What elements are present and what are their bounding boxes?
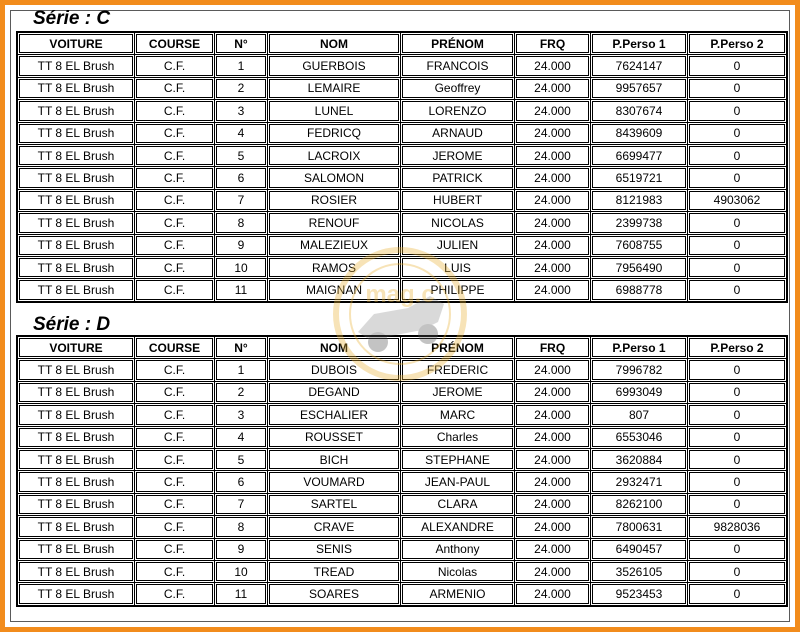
cell-prenom: JEROME bbox=[401, 145, 515, 167]
cell-pperso2: 0 bbox=[688, 539, 786, 561]
header-frq: FRQ bbox=[515, 337, 591, 359]
cell-prenom: FREDERIC bbox=[401, 359, 515, 381]
cell-frq: 24.000 bbox=[515, 449, 591, 471]
cell-numero: 4 bbox=[215, 427, 268, 449]
cell-numero: 9 bbox=[215, 235, 268, 257]
cell-prenom: PATRICK bbox=[401, 167, 515, 189]
cell-prenom: LUIS bbox=[401, 257, 515, 279]
cell-pperso1: 7800631 bbox=[591, 516, 688, 538]
cell-course: C.F. bbox=[135, 235, 215, 257]
cell-course: C.F. bbox=[135, 449, 215, 471]
table-row bbox=[18, 539, 786, 561]
header-prenom: PRÉNOM bbox=[401, 33, 515, 55]
cell-nom: MAIGNAN bbox=[268, 279, 401, 300]
header-numero: N° bbox=[215, 337, 268, 359]
cell-course: C.F. bbox=[135, 167, 215, 189]
cell-nom: ESCHALIER bbox=[268, 404, 401, 426]
cell-voiture: TT 8 EL Brush bbox=[18, 145, 135, 167]
cell-frq: 24.000 bbox=[515, 123, 591, 145]
cell-course: C.F. bbox=[135, 279, 215, 300]
cell-nom: FEDRICQ bbox=[268, 123, 401, 145]
cell-course: C.F. bbox=[135, 78, 215, 100]
table-row bbox=[18, 404, 786, 426]
cell-frq: 24.000 bbox=[515, 561, 591, 583]
cell-pperso1: 7956490 bbox=[591, 257, 688, 279]
cell-pperso1: 8439609 bbox=[591, 123, 688, 145]
cell-nom: VOUMARD bbox=[268, 471, 401, 493]
cell-nom: SENIS bbox=[268, 539, 401, 561]
cell-prenom: MARC bbox=[401, 404, 515, 426]
table-row bbox=[18, 78, 786, 100]
cell-nom: BICH bbox=[268, 449, 401, 471]
cell-pperso1: 6699477 bbox=[591, 145, 688, 167]
cell-frq: 24.000 bbox=[515, 471, 591, 493]
cell-pperso2: 0 bbox=[688, 449, 786, 471]
cell-voiture: TT 8 EL Brush bbox=[18, 100, 135, 122]
cell-prenom: HUBERT bbox=[401, 190, 515, 212]
cell-pperso2: 0 bbox=[688, 55, 786, 77]
cell-voiture: TT 8 EL Brush bbox=[18, 404, 135, 426]
cell-nom: CRAVE bbox=[268, 516, 401, 538]
cell-voiture: TT 8 EL Brush bbox=[18, 78, 135, 100]
header-pperso1: P.Perso 1 bbox=[591, 337, 688, 359]
cell-pperso1: 2932471 bbox=[591, 471, 688, 493]
cell-prenom: Nicolas bbox=[401, 561, 515, 583]
cell-pperso2: 0 bbox=[688, 359, 786, 381]
cell-voiture: TT 8 EL Brush bbox=[18, 257, 135, 279]
header-prenom: PRÉNOM bbox=[401, 337, 515, 359]
cell-pperso2: 0 bbox=[688, 561, 786, 583]
table-row bbox=[18, 279, 786, 300]
cell-pperso2: 0 bbox=[688, 471, 786, 493]
cell-course: C.F. bbox=[135, 190, 215, 212]
table-row bbox=[18, 55, 786, 77]
cell-prenom: ALEXANDRE bbox=[401, 516, 515, 538]
cell-pperso1: 7996782 bbox=[591, 359, 688, 381]
table-row bbox=[18, 382, 786, 404]
cell-nom: RAMOS bbox=[268, 257, 401, 279]
cell-prenom: FRANCOIS bbox=[401, 55, 515, 77]
cell-pperso2: 0 bbox=[688, 167, 786, 189]
cell-voiture: TT 8 EL Brush bbox=[18, 123, 135, 145]
cell-frq: 24.000 bbox=[515, 78, 591, 100]
cell-nom: TREAD bbox=[268, 561, 401, 583]
table-row bbox=[18, 494, 786, 516]
cell-voiture: TT 8 EL Brush bbox=[18, 471, 135, 493]
cell-numero: 11 bbox=[215, 279, 268, 300]
cell-course: C.F. bbox=[135, 404, 215, 426]
cell-pperso2: 0 bbox=[688, 123, 786, 145]
cell-prenom: LORENZO bbox=[401, 100, 515, 122]
cell-pperso1: 9523453 bbox=[591, 583, 688, 604]
cell-voiture: TT 8 EL Brush bbox=[18, 516, 135, 538]
cell-pperso1: 3620884 bbox=[591, 449, 688, 471]
cell-course: C.F. bbox=[135, 427, 215, 449]
table-row bbox=[18, 257, 786, 279]
cell-numero: 10 bbox=[215, 561, 268, 583]
cell-frq: 24.000 bbox=[515, 427, 591, 449]
cell-frq: 24.000 bbox=[515, 145, 591, 167]
cell-pperso2: 0 bbox=[688, 78, 786, 100]
series-d-table bbox=[16, 335, 788, 607]
cell-nom: SARTEL bbox=[268, 494, 401, 516]
cell-pperso2: 0 bbox=[688, 404, 786, 426]
cell-pperso1: 6553046 bbox=[591, 427, 688, 449]
cell-prenom: JEAN-PAUL bbox=[401, 471, 515, 493]
cell-course: C.F. bbox=[135, 212, 215, 234]
cell-prenom: Geoffrey bbox=[401, 78, 515, 100]
cell-numero: 8 bbox=[215, 516, 268, 538]
cell-course: C.F. bbox=[135, 583, 215, 604]
cell-numero: 9 bbox=[215, 539, 268, 561]
cell-course: C.F. bbox=[135, 359, 215, 381]
cell-frq: 24.000 bbox=[515, 516, 591, 538]
cell-numero: 1 bbox=[215, 359, 268, 381]
cell-pperso2: 0 bbox=[688, 583, 786, 604]
cell-prenom: CLARA bbox=[401, 494, 515, 516]
cell-pperso2: 0 bbox=[688, 212, 786, 234]
cell-numero: 2 bbox=[215, 382, 268, 404]
cell-numero: 10 bbox=[215, 257, 268, 279]
cell-frq: 24.000 bbox=[515, 382, 591, 404]
cell-course: C.F. bbox=[135, 55, 215, 77]
cell-numero: 6 bbox=[215, 471, 268, 493]
cell-frq: 24.000 bbox=[515, 539, 591, 561]
cell-frq: 24.000 bbox=[515, 404, 591, 426]
cell-voiture: TT 8 EL Brush bbox=[18, 539, 135, 561]
table-row bbox=[18, 145, 786, 167]
cell-pperso2: 0 bbox=[688, 382, 786, 404]
cell-nom: RENOUF bbox=[268, 212, 401, 234]
header-voiture: VOITURE bbox=[18, 33, 135, 55]
cell-numero: 4 bbox=[215, 123, 268, 145]
cell-voiture: TT 8 EL Brush bbox=[18, 235, 135, 257]
cell-course: C.F. bbox=[135, 123, 215, 145]
header-row bbox=[18, 337, 786, 359]
cell-pperso2: 0 bbox=[688, 235, 786, 257]
cell-pperso2: 4903062 bbox=[688, 190, 786, 212]
cell-frq: 24.000 bbox=[515, 359, 591, 381]
table-row bbox=[18, 100, 786, 122]
cell-course: C.F. bbox=[135, 257, 215, 279]
cell-pperso1: 9957657 bbox=[591, 78, 688, 100]
cell-voiture: TT 8 EL Brush bbox=[18, 583, 135, 604]
cell-pperso1: 6490457 bbox=[591, 539, 688, 561]
cell-course: C.F. bbox=[135, 145, 215, 167]
cell-voiture: TT 8 EL Brush bbox=[18, 382, 135, 404]
header-voiture: VOITURE bbox=[18, 337, 135, 359]
table-row bbox=[18, 449, 786, 471]
cell-nom: LEMAIRE bbox=[268, 78, 401, 100]
cell-nom: DEGAND bbox=[268, 382, 401, 404]
cell-course: C.F. bbox=[135, 539, 215, 561]
cell-voiture: TT 8 EL Brush bbox=[18, 359, 135, 381]
cell-pperso1: 7608755 bbox=[591, 235, 688, 257]
cell-numero: 6 bbox=[215, 167, 268, 189]
cell-numero: 7 bbox=[215, 494, 268, 516]
cell-prenom: Charles bbox=[401, 427, 515, 449]
table-row bbox=[18, 167, 786, 189]
cell-voiture: TT 8 EL Brush bbox=[18, 561, 135, 583]
cell-voiture: TT 8 EL Brush bbox=[18, 449, 135, 471]
cell-prenom: Anthony bbox=[401, 539, 515, 561]
header-pperso2: P.Perso 2 bbox=[688, 337, 786, 359]
cell-nom: ROSIER bbox=[268, 190, 401, 212]
cell-prenom: JULIEN bbox=[401, 235, 515, 257]
cell-pperso2: 9828036 bbox=[688, 516, 786, 538]
watermark-text: mag.c bbox=[365, 281, 435, 308]
table-row bbox=[18, 123, 786, 145]
table-row bbox=[18, 212, 786, 234]
cell-frq: 24.000 bbox=[515, 190, 591, 212]
cell-numero: 5 bbox=[215, 449, 268, 471]
table-row bbox=[18, 516, 786, 538]
cell-pperso1: 8307674 bbox=[591, 100, 688, 122]
cell-pperso1: 3526105 bbox=[591, 561, 688, 583]
table-row bbox=[18, 471, 786, 493]
cell-frq: 24.000 bbox=[515, 494, 591, 516]
cell-pperso1: 7624147 bbox=[591, 55, 688, 77]
cell-numero: 2 bbox=[215, 78, 268, 100]
cell-frq: 24.000 bbox=[515, 55, 591, 77]
cell-voiture: TT 8 EL Brush bbox=[18, 190, 135, 212]
cell-voiture: TT 8 EL Brush bbox=[18, 279, 135, 300]
table-row bbox=[18, 427, 786, 449]
cell-course: C.F. bbox=[135, 561, 215, 583]
cell-frq: 24.000 bbox=[515, 167, 591, 189]
header-row bbox=[18, 33, 786, 55]
header-course: COURSE bbox=[135, 33, 215, 55]
cell-numero: 1 bbox=[215, 55, 268, 77]
cell-pperso2: 0 bbox=[688, 279, 786, 300]
cell-voiture: TT 8 EL Brush bbox=[18, 427, 135, 449]
cell-pperso2: 0 bbox=[688, 494, 786, 516]
cell-pperso1: 8262100 bbox=[591, 494, 688, 516]
cell-nom: ROUSSET bbox=[268, 427, 401, 449]
series-d-title: Série : D bbox=[33, 314, 111, 335]
cell-nom: LACROIX bbox=[268, 145, 401, 167]
cell-voiture: TT 8 EL Brush bbox=[18, 494, 135, 516]
cell-prenom: PHILIPPE bbox=[401, 279, 515, 300]
cell-nom: DUBOIS bbox=[268, 359, 401, 381]
cell-voiture: TT 8 EL Brush bbox=[18, 212, 135, 234]
table-row bbox=[18, 235, 786, 257]
cell-nom: GUERBOIS bbox=[268, 55, 401, 77]
cell-nom: SOARES bbox=[268, 583, 401, 604]
cell-prenom: ARNAUD bbox=[401, 123, 515, 145]
cell-course: C.F. bbox=[135, 100, 215, 122]
cell-pperso1: 6993049 bbox=[591, 382, 688, 404]
header-pperso2: P.Perso 2 bbox=[688, 33, 786, 55]
cell-nom: SALOMON bbox=[268, 167, 401, 189]
table-row bbox=[18, 583, 786, 604]
cell-pperso1: 6988778 bbox=[591, 279, 688, 300]
table-row bbox=[18, 190, 786, 212]
cell-prenom: STEPHANE bbox=[401, 449, 515, 471]
cell-numero: 3 bbox=[215, 100, 268, 122]
cell-pperso2: 0 bbox=[688, 145, 786, 167]
header-nom: NOM bbox=[268, 33, 401, 55]
table-row bbox=[18, 359, 786, 381]
cell-frq: 24.000 bbox=[515, 279, 591, 300]
header-pperso1: P.Perso 1 bbox=[591, 33, 688, 55]
cell-voiture: TT 8 EL Brush bbox=[18, 167, 135, 189]
cell-numero: 5 bbox=[215, 145, 268, 167]
series-c-title: Série : C bbox=[33, 8, 111, 29]
cell-voiture: TT 8 EL Brush bbox=[18, 55, 135, 77]
cell-pperso1: 2399738 bbox=[591, 212, 688, 234]
cell-pperso2: 0 bbox=[688, 427, 786, 449]
cell-course: C.F. bbox=[135, 382, 215, 404]
cell-pperso2: 0 bbox=[688, 257, 786, 279]
cell-numero: 11 bbox=[215, 583, 268, 604]
cell-course: C.F. bbox=[135, 494, 215, 516]
cell-nom: MALEZIEUX bbox=[268, 235, 401, 257]
cell-frq: 24.000 bbox=[515, 583, 591, 604]
cell-frq: 24.000 bbox=[515, 212, 591, 234]
cell-pperso2: 0 bbox=[688, 100, 786, 122]
header-numero: N° bbox=[215, 33, 268, 55]
header-nom: NOM bbox=[268, 337, 401, 359]
cell-pperso1: 8121983 bbox=[591, 190, 688, 212]
cell-prenom: ARMENIO bbox=[401, 583, 515, 604]
cell-prenom: NICOLAS bbox=[401, 212, 515, 234]
header-course: COURSE bbox=[135, 337, 215, 359]
series-c-table bbox=[16, 31, 788, 303]
cell-pperso1: 6519721 bbox=[591, 167, 688, 189]
cell-frq: 24.000 bbox=[515, 257, 591, 279]
cell-numero: 8 bbox=[215, 212, 268, 234]
cell-course: C.F. bbox=[135, 471, 215, 493]
cell-frq: 24.000 bbox=[515, 100, 591, 122]
table-row bbox=[18, 561, 786, 583]
cell-numero: 7 bbox=[215, 190, 268, 212]
cell-frq: 24.000 bbox=[515, 235, 591, 257]
cell-prenom: JEROME bbox=[401, 382, 515, 404]
cell-course: C.F. bbox=[135, 516, 215, 538]
cell-nom: LUNEL bbox=[268, 100, 401, 122]
cell-numero: 3 bbox=[215, 404, 268, 426]
header-frq: FRQ bbox=[515, 33, 591, 55]
cell-pperso1: 807 bbox=[591, 404, 688, 426]
